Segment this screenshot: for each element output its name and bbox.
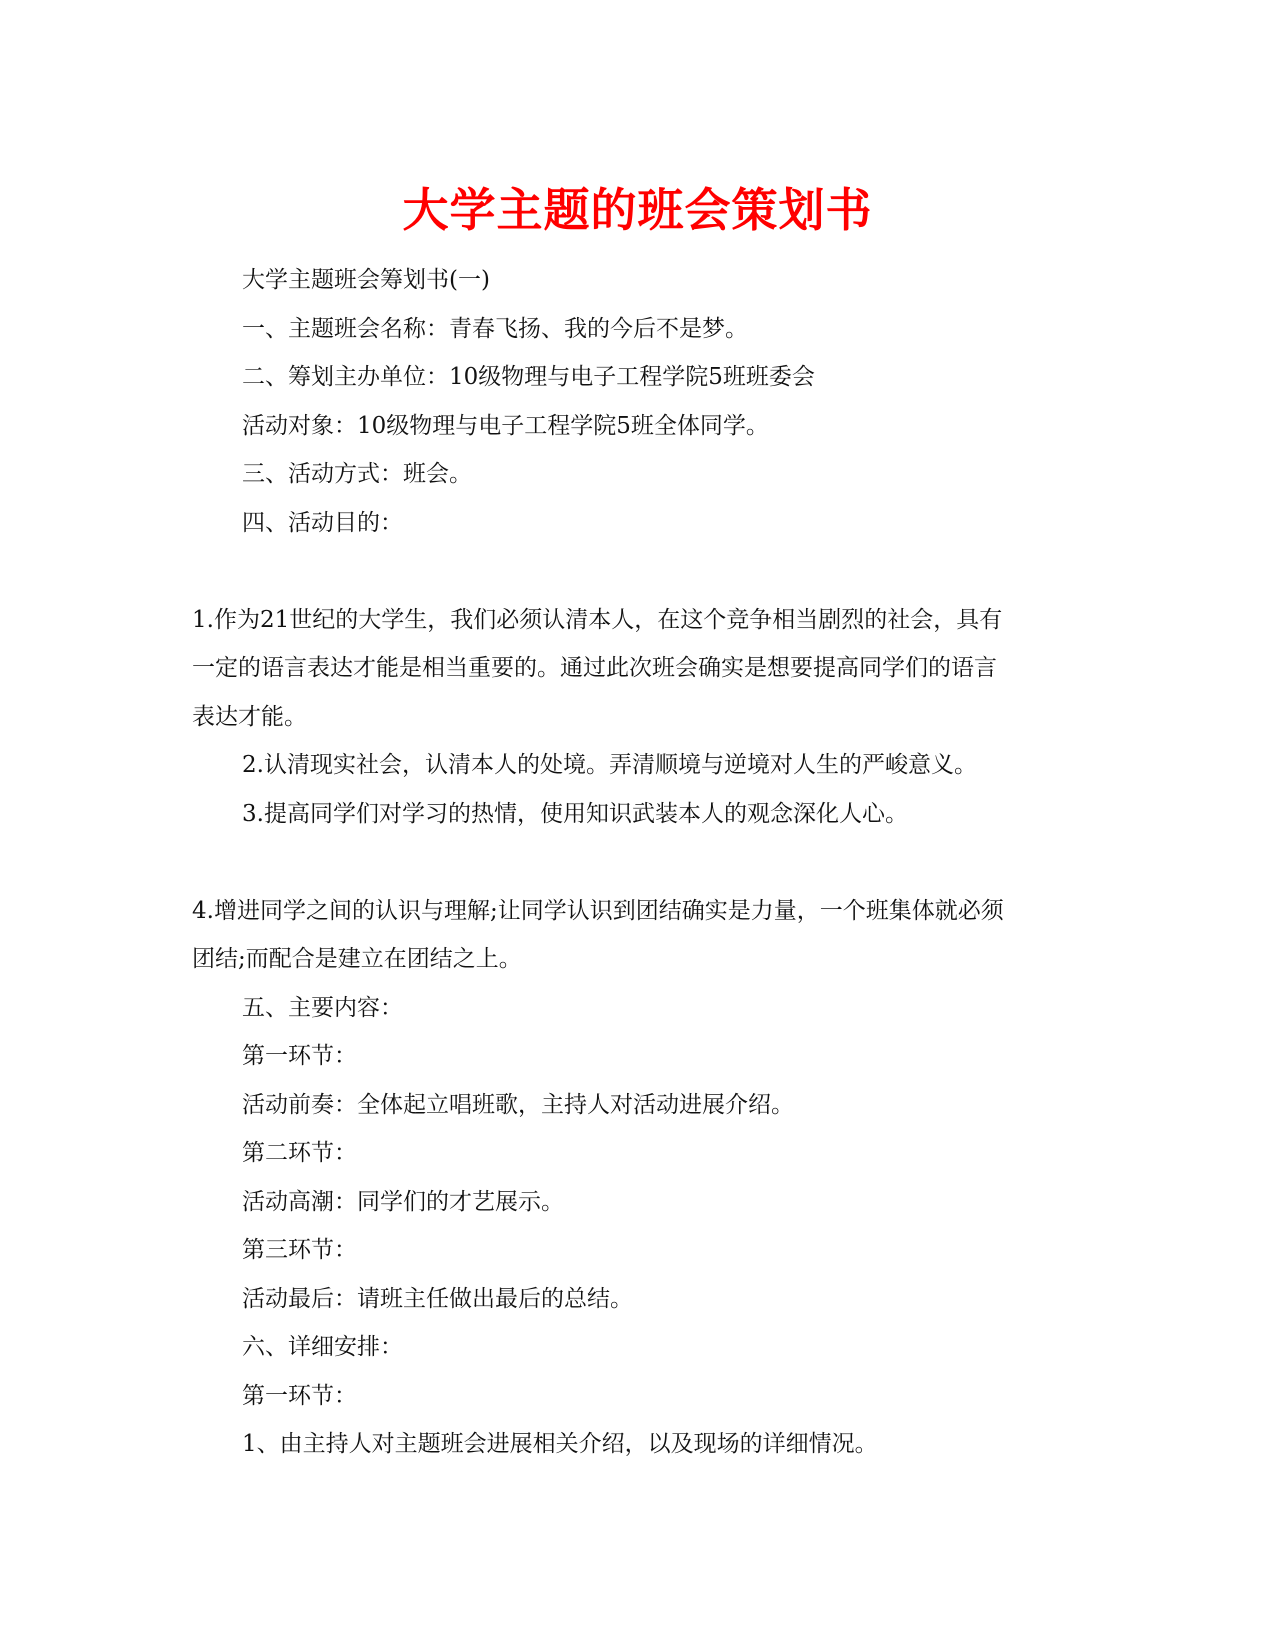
paragraph-purpose-1-line-1: 1.作为21世纪的大学生，我们必须认清本人，在这个竞争相当剧烈的社会，具有 (192, 606, 1003, 633)
paragraph-purpose-4-line-2: 团结;而配合是建立在团结之上。 (192, 946, 522, 972)
paragraph-climax: 活动高潮：同学们的才艺展示。 (242, 1188, 564, 1215)
paragraph-ending: 活动最后：请班主任做出最后的总结。 (242, 1285, 633, 1312)
paragraph-audience: 活动对象：10级物理与电子工程学院5班全体同学。 (242, 412, 769, 439)
paragraph-subtitle: 大学主题班会筹划书(一) (242, 267, 490, 293)
blank-line (192, 547, 1092, 596)
paragraph-schedule-heading: 六、详细安排： (242, 1334, 403, 1360)
paragraph-purpose-2: 2.认清现实社会，认清本人的处境。弄清顺境与逆境对人生的严峻意义。 (242, 752, 977, 778)
paragraph-format: 三、活动方式：班会。 (242, 461, 472, 487)
document-title: 大学主题的班会策划书 (402, 183, 873, 237)
paragraph-purpose-1-line-2: 一定的语言表达才能是相当重要的。通过此次班会确实是想要提高同学们的语言 (192, 655, 997, 681)
paragraph-section-2: 第二环节： (242, 1140, 357, 1166)
paragraph-schedule-section-1: 第一环节： (242, 1382, 357, 1409)
paragraph-schedule-item-1: 1、由主持人对主题班会进展相关介绍，以及现场的详细情况。 (242, 1431, 878, 1457)
paragraph-content-heading: 五、主要内容： (242, 994, 403, 1021)
blank-line (192, 838, 1092, 887)
paragraph-section-1: 第一环节： (242, 1043, 357, 1069)
paragraph-section-3: 第三环节： (242, 1237, 357, 1263)
document-body (192, 256, 1092, 1469)
paragraph-theme-name: 一、主题班会名称：青春飞扬、我的今后不是梦。 (242, 315, 748, 342)
paragraph-purpose-1-line-3: 表达才能。 (192, 703, 307, 730)
paragraph-prelude: 活动前奏：全体起立唱班歌，主持人对活动进展介绍。 (242, 1091, 794, 1118)
paragraph-purpose-heading: 四、活动目的： (242, 509, 403, 536)
paragraph-purpose-4-line-1: 4.增进同学之间的认识与理解;让同学认识到团结确实是力量，一个班集体就必须 (192, 897, 1004, 924)
paragraph-purpose-3: 3.提高同学们对学习的热情，使用知识武装本人的观念深化人心。 (242, 800, 908, 827)
paragraph-organizer: 二、筹划主办单位：10级物理与电子工程学院5班班委会 (242, 364, 815, 390)
